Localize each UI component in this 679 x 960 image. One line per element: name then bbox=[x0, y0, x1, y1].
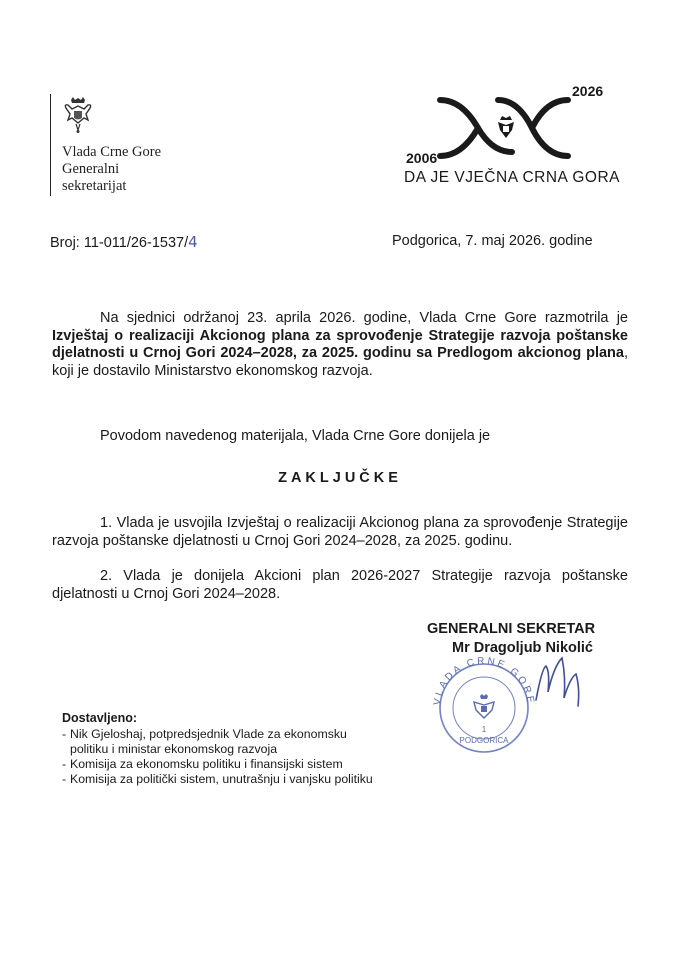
place-and-date: Podgorica, 7. maj 2026. godine bbox=[392, 233, 593, 249]
distribution-item-1-text: Nik Gjeloshaj, potpredsjednik Vlade za ekonomsku bbox=[70, 727, 347, 741]
distribution-item-1-continuation: politiku i ministar ekonomskog razvoja bbox=[70, 742, 278, 756]
stamp-coat-of-arms-icon bbox=[474, 694, 494, 718]
distribution-list bbox=[62, 727, 442, 787]
distribution-item bbox=[62, 727, 442, 757]
stamp-number: 1 bbox=[481, 725, 487, 734]
conclusions-heading: ZAKLJUČKE bbox=[278, 470, 402, 486]
coat-of-arms-icon bbox=[62, 96, 94, 134]
government-line-2: Generalni bbox=[62, 161, 120, 177]
reference-number bbox=[50, 233, 198, 251]
reference-number-handwritten: 4 bbox=[188, 233, 198, 251]
intro-paragraph bbox=[52, 310, 628, 380]
header-divider-line bbox=[50, 94, 51, 196]
stamp-ring-text: VLADA CRNE GORE bbox=[431, 655, 537, 707]
adoption-statement: Povodom navedenog materijala, Vlada Crne Gore donijela je bbox=[100, 428, 491, 444]
government-name bbox=[62, 144, 161, 195]
distribution-label: Dostavljeno: bbox=[62, 711, 138, 725]
logo-year-end: 2026 bbox=[572, 83, 604, 99]
reference-number-text: Broj: 11-011/26-1537/ bbox=[50, 235, 189, 251]
distribution-item: - Komisija za politički sistem, unutrašnju i vanjsku politiku bbox=[62, 772, 442, 787]
stamp-city: PODGORICA bbox=[459, 736, 509, 745]
intro-text-start: Na sjednici održanoj 23. aprila 2026. godine, Vlada Crne Gore razmotrila je bbox=[100, 310, 628, 326]
government-line-1: Vlada Crne Gore bbox=[62, 144, 162, 160]
signatory-title: GENERALNI SEKRETAR bbox=[427, 621, 596, 637]
signatory-name: Mr Dragoljub Nikolić bbox=[452, 640, 593, 656]
intro-text-end: , koji je dostavilo Ministarstvo ekonomskog razvoja. bbox=[52, 345, 628, 379]
intro-report-title: Izvještaj o realizaciji Akcionog plana za sprovođenje Strategije razvoja poštanske djelatnosti u Crnoj Gori 2024–2028, za 2025. godinu sa Predlogom akcionog plana bbox=[52, 327, 628, 361]
logo-year-start: 2006 bbox=[406, 150, 438, 166]
distribution-item: - Komisija za ekonomsku politiku i finansijski sistem bbox=[62, 757, 442, 772]
handwritten-signature bbox=[532, 648, 588, 708]
official-stamp bbox=[426, 650, 542, 754]
logo-motto: DA JE VJEČNA CRNA GORA bbox=[404, 169, 620, 186]
government-line-3: sekretarijat bbox=[62, 178, 127, 194]
conclusion-1: 1. Vlada je usvojila Izvještaj o realizaciji Akcionog plana za sprovođenje Strategije razvoja poštanske djelatnosti u Crnoj Gori 2024–2028, za 2025. godinu. bbox=[52, 515, 628, 549]
conclusion-2: 2. Vlada je donijela Akcioni plan 2026-2027 Strategije razvoja poštanske djelatnosti u Crnoj Gori 2024–2028. bbox=[52, 568, 628, 602]
